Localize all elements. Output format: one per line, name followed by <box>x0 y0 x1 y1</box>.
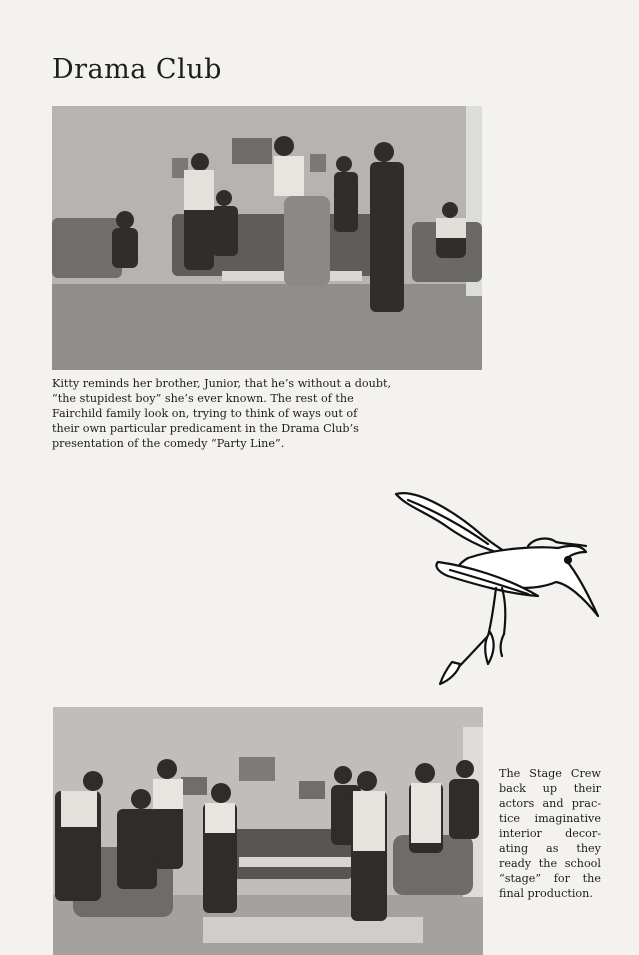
caption-line: ating as they <box>499 842 601 855</box>
caption-line: actors and prac- <box>499 797 601 810</box>
caption-line: “stage” for the <box>499 872 601 885</box>
caption-line: The Stage Crew <box>499 767 601 780</box>
caption-line: ready the school <box>499 857 601 870</box>
caption-line: Fairchild family look on, trying to think of ways out of <box>52 407 358 420</box>
caption-line: back up their <box>499 782 601 795</box>
bird-drawing-icon <box>388 486 602 688</box>
caption-line: Kitty reminds her brother, Junior, that he’s without a doubt, <box>52 377 392 390</box>
caption-line: “the stupidest boy” she’s ever known. The rest of the <box>52 392 354 405</box>
stage-crew-caption <box>499 766 601 901</box>
caption-line: presentation of the comedy “Party Line”. <box>52 437 285 450</box>
page-title: Drama Club <box>52 54 222 85</box>
caption-line: their own particular predicament in the Drama Club’s <box>52 422 359 435</box>
caption-line: final production. <box>499 887 593 900</box>
stage-crew-photo <box>53 707 483 955</box>
caption-line: interior decor- <box>499 827 601 840</box>
caption-line: tice imaginative <box>499 812 601 825</box>
photo-caption <box>52 376 432 451</box>
drama-club-photo <box>52 106 482 370</box>
